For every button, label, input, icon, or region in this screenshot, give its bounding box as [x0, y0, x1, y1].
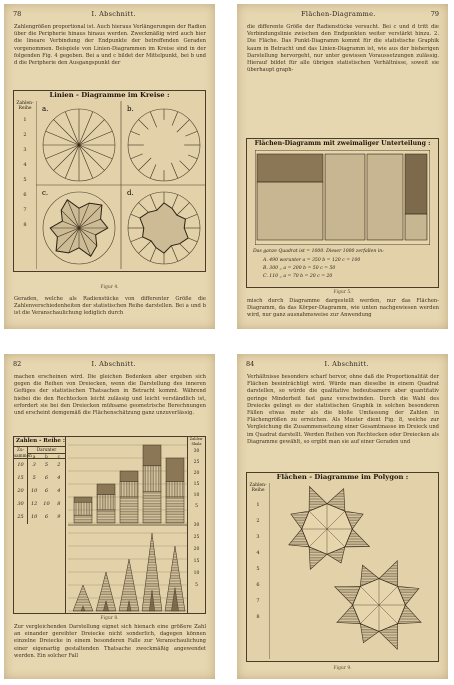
circle-diagram-c [43, 192, 115, 264]
body-text-top: machen erscheinen wird. Die gleichen Bedenken aber ergeben sich gegen die Reihen von Dreiecken, wenn die Darstellung des inneren Gefüges der statistischen Thatsachen in Betracht kommt. Während hiebei die den Rechtecken leicht zulässig und leicht verständlich ist, erfordert sie bei den Dreiecken mühsame geometrische Berechnungen und erscheint demgemäß die Flächenschätzung ganz unzuverlässig. [14, 374, 206, 417]
page-running-title: I. Abschnitt. [91, 10, 136, 18]
table-row: 10 3 5 2 [14, 459, 65, 472]
bar-triangle-diagrams [68, 437, 188, 613]
page-number: 78 [13, 10, 22, 18]
figure-side-label: Zahlen-Reihe [249, 483, 267, 493]
bar-segment [120, 481, 138, 497]
page-79 [237, 4, 448, 329]
number-table: Zahlen - Reihe : Zu-sammen Darunter a b c 10 3 5 2 15 5 6 4 20 10 6 4 30 12 10 8 25 10 6 9 [14, 437, 66, 613]
bar-segment [74, 515, 92, 523]
page-running-title: Flächen-Diagramme. [301, 10, 376, 18]
figure-title: Flächen - Diagramme im Polygon : [276, 473, 409, 481]
figure-number-column: 1 2 3 4 5 6 7 8 [256, 502, 260, 620]
figure-area-diagram-subdivision [246, 138, 439, 288]
bar-segment [97, 510, 115, 523]
page-number: 84 [246, 360, 255, 368]
bar-segment [143, 466, 161, 492]
body-text-top: Verhältnisse besonders scharf hervor, ohne daß die Proportionalität der Flächen beeinträchtigt wird. Würde man dieselbe in einem Quadrat darstellen, so würde die qualitative bedeutsamere aber quantitativ geringe Minderheit fast ganz verschwinden. Durch die Wahl des Dreiecks gelingt es der statistischen Graphik in solchen besonderen Fällen etwas mehr als die bloße Umfassung der Zahlen in Flächengrößen zu erreichen. Als Muster dient Fig. 8, welche zur Vergleichung die Zusammensetzung einer Gesamtmasse im Dreieck und im Quadrat darstellt. Werden Reihen von Rechtecken oder Dreiecken als Diagramme gewählt, so ergibt man sie auf einer Geraden und [247, 374, 439, 445]
panel-label-a: a. [42, 105, 49, 113]
page-header [13, 359, 206, 369]
bar-segment [143, 492, 161, 523]
page-78 [4, 4, 215, 329]
body-text-bottom: Geraden, welche als Radienstücke von differenter Größe die Zahlenverschiedenheiten der statistischen Reihe darstellen. Bei a und b ist die Veranschaulichung lediglich durch [14, 296, 206, 317]
figure-area-diagrams-polygon [246, 472, 439, 662]
circle-diagram-a [43, 109, 115, 181]
table-row: 15 5 6 4 [14, 472, 65, 485]
figure-caption: Figur 8. [100, 616, 119, 621]
page-header [246, 359, 439, 369]
bar-segment [166, 497, 184, 523]
page-number: 82 [13, 360, 22, 368]
bar-segment [120, 497, 138, 523]
figure-row-b: B. 300 „ a = 200 b = 50 c = 50 [263, 266, 336, 271]
page-84 [237, 354, 448, 679]
bar-segment [74, 502, 92, 515]
figure-title: Linien - Diagramme im Kreise : [49, 91, 170, 99]
figure-row-c: C. 110 „ a = 70 b = 20 c = 20 [263, 274, 333, 279]
page-82 [4, 354, 215, 679]
figure-note: Das ganze Quadrat ist = 1000. Dieser 1000 zerfallen in: [253, 249, 384, 254]
body-text-bottom: misch durch Diagramme dargestellt werden, nur das Flächen-Diagramm, da das Körper-Diagramm, wie unten nachgewiesen werden wird, nur ganz ausnahmsweise zur Anwendung [247, 298, 439, 319]
figure-title: Flächen-Diagramm mit zweimaliger Unterteilung : [254, 140, 431, 147]
scale-column: Zahlen-Skala 30 25 20 15 10 5 30 25 20 15 10 5 [187, 437, 205, 613]
table-body [14, 459, 65, 524]
polygon-diagram-lower [335, 561, 421, 650]
body-text-top: Zahlengrößen proportional ist. Auch hieraus Verlängerungen der Radien über die Peripherie hinaus hinaus werden. Zweckmäßig wird auch hier die lineare Verbindung der Endpunkte der betreffenden Geraden vorgenommen. Beispiele von Linien-Diagrammen im Kreise sind in der folgenden Fig. 4 gegeben. Bei a und c bildet der Mittelpunkt, bei b und d die Peripherie den Ausgangspunkt der [14, 24, 206, 67]
polygon-diagram-upper [289, 487, 370, 570]
body-text-top: die differente Größe der Radienstücke versucht. Bei c und d tritt die Verbindungslinie zwischen den Endpunkten weiter verstärkt hinzu. 2. Die Fläche. Das Punkt-Diagramm kommt für die statistische Graphik kaum in Betracht und das Linien-Diagramm ist, wie aus der bisherigen Darstellung hervorgeht, nur unter gewissen Voraussetzungen zulässig. Hierauf bildet für alle übrigen statistischen Verhältnisse, soweit sie überhaupt graph- [247, 24, 439, 74]
table-row: 25 10 6 9 [14, 511, 65, 524]
bar-segment [97, 494, 115, 510]
panel-label-d: d. [127, 189, 134, 197]
circle-diagram-d [128, 192, 200, 264]
page-header [13, 9, 206, 19]
col-header-darunter: Darunter [28, 447, 65, 454]
figure-caption: Figur 9. [333, 666, 352, 671]
bar-segment [120, 471, 138, 481]
page-number: 79 [430, 10, 439, 18]
figure-title: Zahlen - Reihe : [16, 438, 65, 444]
bar-segment [97, 484, 115, 494]
figure-rectangles-triangles [13, 436, 206, 614]
bar-segment [74, 497, 92, 502]
figure-caption: Figur 5. [333, 290, 352, 295]
panel-label-b: b. [127, 105, 134, 113]
col-header-total: Zu-sammen [14, 447, 32, 458]
figure-caption: Figur 4. [100, 285, 119, 290]
page-running-title: I. Abschnitt. [324, 360, 369, 368]
panel-label-c: c. [42, 189, 49, 197]
figure-line-diagrams-circle [13, 90, 206, 272]
circle-diagram-b [128, 109, 200, 181]
figure-side-label: Zahlen-Reihe [16, 101, 34, 111]
bar-segment [143, 445, 161, 466]
bar-segment [166, 458, 184, 481]
figure-row-a: A. 490 worunter a = 350 b = 120 c = 100 [263, 258, 361, 263]
area-diagram-square [255, 150, 430, 245]
page-running-title: I. Abschnitt. [91, 360, 136, 368]
polygon-diagrams [269, 483, 437, 659]
page-header [246, 9, 439, 19]
body-text-bottom: Zur vergleichenden Darstellung eignet sich hienach eine größere Zahl an einander gereihter Dreiecke nicht sonderlich, dagegen können einzelne Dreiecke in einem besonderen Falle zur Veranschaulichung einer eigenartig gestaltenden Thatsache zweckmäßig angewendet werden. Ein solcher Fall [14, 624, 206, 659]
circle-diagrams [36, 101, 206, 269]
bar-segment [166, 481, 184, 497]
table-row: 30 12 10 8 [14, 498, 65, 511]
table-row: 20 10 6 4 [14, 485, 65, 498]
figure-number-column: 1 2 3 4 5 6 7 8 [23, 117, 27, 228]
